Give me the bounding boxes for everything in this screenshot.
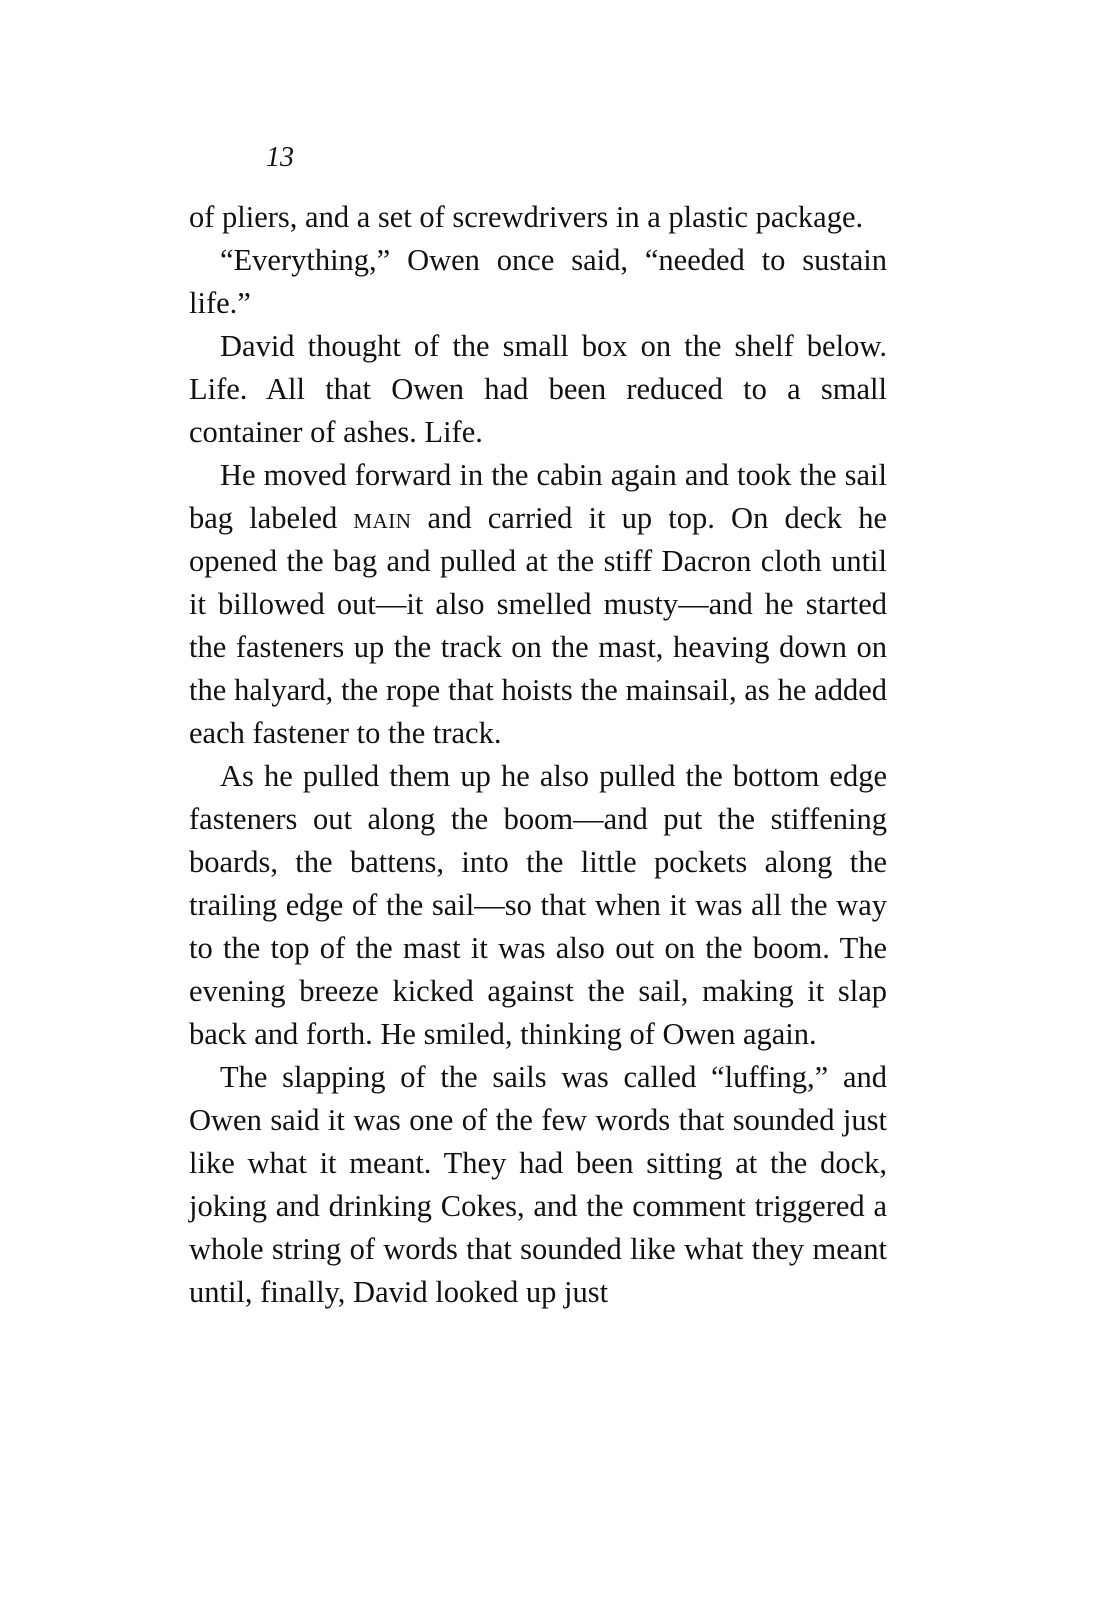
paragraph-text: The slapping of the sails was called “luffing,” and Owen said it was one of the few words that sounded just like what it meant. They had been sitting at the dock, joking and drinking Cokes, and the comment triggered a whole string of words that sounded like what they meant until, finally, David looked up just xyxy=(189,1060,887,1309)
page-number: 13 xyxy=(266,142,294,173)
sail-bag-label: main xyxy=(353,501,412,535)
paragraph-text: As he pulled them up he also pulled the bottom edge fasteners out along the boom—and put the stiffening boards, the battens, into the little pockets along the trailing edge of the sail—so that when it was all the way to the top of the mast it was also out on the boom. The evening breeze kicked against the sail, making it slap back and forth. He smiled, thinking of Owen again. xyxy=(189,759,887,1051)
paragraph-4 xyxy=(189,454,887,755)
paragraph-text: “Everything,” Owen once said, “needed to sustain life.” xyxy=(189,243,887,320)
paragraph-5 xyxy=(189,755,887,1056)
body-text xyxy=(189,196,887,1314)
paragraph-2 xyxy=(189,239,887,325)
paragraph-text: David thought of the small box on the shelf below. Life. All that Owen had been reduced to a small container of ashes. Life. xyxy=(189,329,887,449)
paragraph-text: of pliers, and a set of screwdrivers in a plastic package. xyxy=(189,200,864,234)
paragraph-1 xyxy=(189,196,887,239)
paragraph-3 xyxy=(189,325,887,454)
paragraph-text: and carried it up top. On deck he opened the bag and pulled at the stiff Dacron cloth until it billowed out—it also smelled musty—and he started the fasteners up the track on the mast, heaving down on the halyard, the rope that hoists the mainsail, as he added each fastener to the track. xyxy=(189,501,887,750)
paragraph-6 xyxy=(189,1056,887,1314)
paragraph-text: He moved forward in the cabin again and took the sail bag labeled xyxy=(189,458,887,535)
